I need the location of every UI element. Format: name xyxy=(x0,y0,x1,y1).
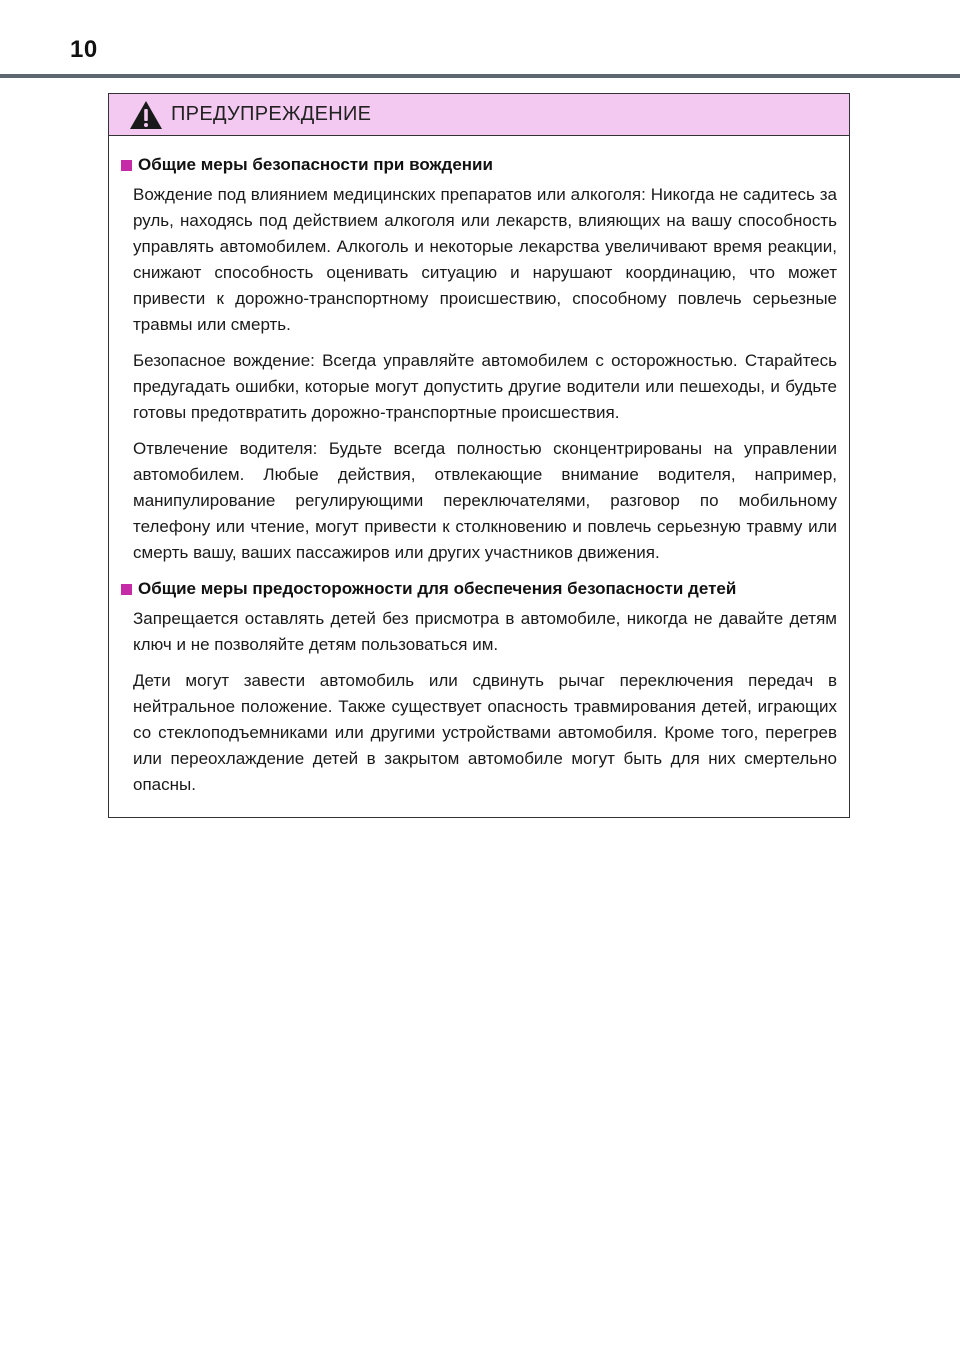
warning-title: ПРЕДУПРЕЖДЕНИЕ xyxy=(171,103,372,125)
paragraph: Отвлечение водителя: Будьте всегда полностью сконцентрированы на управлении автомобилем. Любые действия, отвлекающие внимание водителя, например, манипулирование регулирующими переключателями, разговор по мобильному телефону или чтение, могут привести к столкновению и повлечь серьезную травму или смерть вашу, ваших пассажиров или других участников движения. xyxy=(133,439,837,562)
header-rule xyxy=(0,74,960,78)
warning-header xyxy=(109,94,849,136)
paragraph: Безопасное вождение: Всегда управляйте автомобилем с осторожностью. Старайтесь предугадать ошибки, которые могут допустить другие водители или пешеходы, и будьте готовы предотвратить дорожно-транспортные происшествия. xyxy=(133,351,837,422)
paragraph: Вождение под влиянием медицинских препаратов или алкоголя: Никогда не садитесь за руль, находясь под действием алкоголя или лекарств, влияющих на вашу способность управлять автомобилем. Алкоголь и некоторые лекарства увеличивают время реакции, снижают способность оценивать ситуацию и нарушают координацию, что может привести к дорожно-транспортному происшествию, способному повлечь серьезные травмы или смерть. xyxy=(133,185,837,334)
paragraph: Дети могут завести автомобиль или сдвинуть рычаг переключения передач в нейтральное положение. Также существует опасность травмирования детей, играющих со стеклоподъемниками или другими устройствами автомобиля. Кроме того, перегрев или переохлаждение детей в закрытом автомобиле могут быть для них смертельно опасны. xyxy=(133,671,837,794)
square-bullet-icon xyxy=(121,584,132,595)
square-bullet-icon xyxy=(121,160,132,171)
warning-box xyxy=(108,93,850,818)
warning-body xyxy=(109,136,849,798)
section-heading-text: Общие меры безопасности при вождении xyxy=(138,155,493,174)
warning-triangle-icon xyxy=(129,100,163,130)
section-heading xyxy=(121,152,837,178)
paragraph: Запрещается оставлять детей без присмотра в автомобиле, никогда не давайте детям ключ и не позволяйте детям пользоваться им. xyxy=(133,609,837,654)
page-number: 10 xyxy=(70,36,98,63)
section-heading-text: Общие меры предосторожности для обеспечения безопасности детей xyxy=(138,579,737,598)
section-heading xyxy=(121,576,837,602)
